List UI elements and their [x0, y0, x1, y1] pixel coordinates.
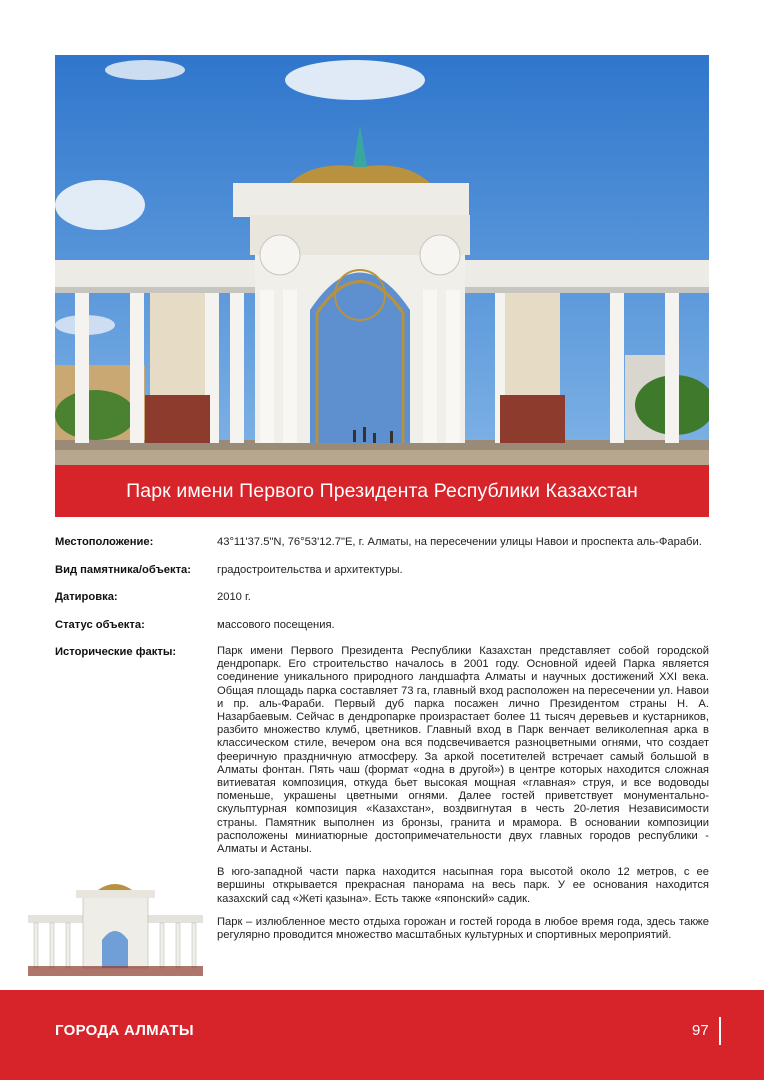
field-label: Статус объекта:	[55, 619, 145, 631]
hero-photo-arch	[55, 55, 709, 465]
footer-band	[0, 990, 764, 1080]
field-value: 2010 г.	[217, 591, 251, 603]
field-value: 43°11'37.5"N, 76°53'12.7"E, г. Алматы, на пересечении улицы Навои и проспекта аль-Фараби.	[217, 536, 702, 548]
field-label: Местоположение:	[55, 536, 154, 548]
field-label: Исторические факты:	[55, 646, 177, 658]
field-label: Датировка:	[55, 591, 118, 603]
page-number: 97	[692, 1022, 709, 1039]
page-title: Парк имени Первого Президента Республики Казахстан	[126, 479, 638, 502]
field-label: Вид памятника/объекта:	[55, 564, 191, 576]
history-paragraph: Парк – излюбленное место отдыха горожан и гостей города в любое время года, здесь также регулярно проводится множество масштабных культурных и спортивных мероприятий.	[217, 915, 709, 942]
field-value: градостроительства и архитектуры.	[217, 564, 403, 576]
history-paragraph: В юго-западной части парка находится насыпная гора высотой около 12 метров, с ее вершины открывается прекрасная панорама на весь парк. У ее основания находится казахский сад «Жеті қазына». Есть также «японский» садик.	[217, 866, 709, 905]
footer-divider	[719, 1017, 721, 1045]
history-text	[217, 645, 709, 952]
title-banner	[55, 465, 709, 517]
footer-city: ГОРОДА АЛМАТЫ	[55, 1022, 194, 1039]
arch-thumbnail-image	[28, 870, 203, 980]
field-value: массового посещения.	[217, 619, 335, 631]
history-paragraph: Парк имени Первого Президента Республики Казахстан представляет собой городской дендропарк. Его строительство началось в 2001 году. Основной идеей Парка является соединение уникального природного ландшафта Алматы и научных достижений XXI века. Общая площадь парка составляет 73 га, главный вход расположен на пересечении ул. Навои и пр. аль-Фараби. Первый дуб парка посажен лично Президентом страны Н. А. Назарбаевым. Сейчас в дендропарке произрастает более 11 тысяч деревьев и кустарников, разбито множество клумб, цветников. Главный вход в Парк венчает великолепная арка в классическом стиле, вечером она вся подсвечивается разноцветными огнями, что создает фееричную праздничную атмосферу. За аркой посетителей встречает самый большой в Алматы фонтан. Пять чаш (формат «одна в другой») в центре которых находится сложная витиеватая композиция, откуда бьет высокая мощная «главная» струя, и все водоводы поменьше, украшены цветными огнями. Далее гостей приветствует монументально-скульптурная композиция «Казахстан», воздвигнутая в честь 20-летия Независимости страны. Памятник выполнен из бронзы, гранита и мрамора. В основании композиции расположены миниатюрные достопримечательности двух главных городов республики - Алматы и Астаны.	[217, 645, 709, 856]
